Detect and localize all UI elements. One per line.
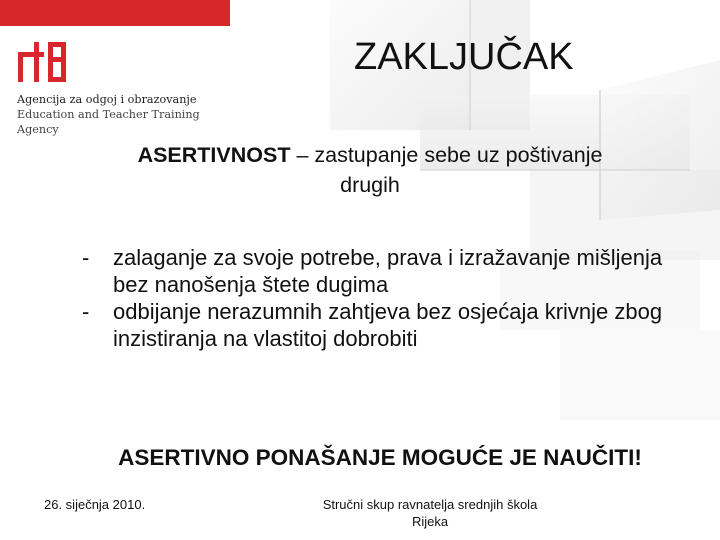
- closing-statement: ASERTIVNO PONAŠANJE MOGUĆE JE NAUČITI!: [118, 445, 642, 470]
- bullet-item: [82, 298, 702, 352]
- headline-term: ASERTIVNOST: [137, 143, 291, 167]
- slide-title: ZAKLJUČAK: [354, 36, 574, 78]
- agency-name: [17, 92, 237, 137]
- headline-definition: – zastupanje sebe uz poštivanje drugih: [290, 143, 603, 197]
- headline: [120, 140, 620, 200]
- agency-name-en: Education and Teacher Training Agency: [17, 108, 200, 136]
- footer-event: [300, 496, 560, 530]
- bullet-item: [82, 244, 702, 298]
- bullet-list: [82, 244, 702, 352]
- footer-event-title: Stručni skup ravnatelja srednjih škola: [322, 497, 538, 512]
- footer-event-location: Rijeka: [411, 514, 449, 529]
- dash-bullet-icon: -: [82, 245, 90, 270]
- bullet-text: zalaganje za svoje potrebe, prava i izražavanje mišljenja bez nanošenja štete dugima: [113, 245, 663, 297]
- bullet-text: odbijanje nerazumnih zahtjeva bez osjećaja krivnje zbog inzistiranja na vlastitoj dobrobiti: [113, 299, 663, 351]
- dash-bullet-icon: -: [82, 299, 90, 324]
- footer-date: 26. siječnja 2010.: [44, 497, 146, 512]
- agency-logo-icon: [16, 38, 72, 84]
- agency-name-hr: Agencija za odgoj i obrazovanje: [17, 93, 197, 106]
